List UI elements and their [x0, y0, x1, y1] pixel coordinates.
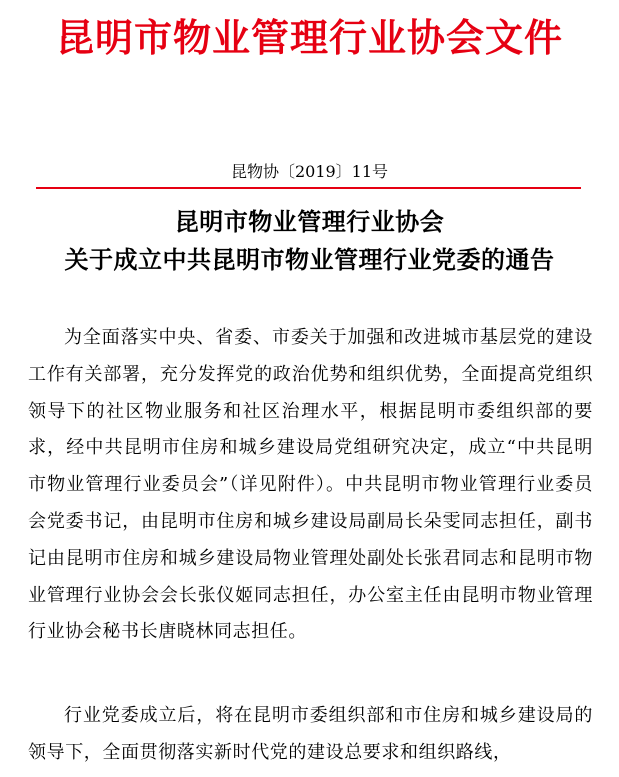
body-paragraph-1: 为全面落实中央、省委、市委关于加强和改进城市基层党的建设工作有关部署，充分发挥党的政治优势和组织优势，全面提高党组织领导下的社区物业服务和社区治理水平，根据昆明市委组织部的要求，经中共昆明市住房和城乡建设局党组研究决定，成立“中共昆明市物业管理行业委员会”（详见附件）。中共昆明市物业管理行业委员会党委书记，由昆明市住房和城乡建设局副局长朵雯同志担任，副书记由昆明市住房和城乡建设局物业管理处副处长张君同志和昆明市物业管理行业协会会长张仪姬同志担任，办公室主任由昆明市物业管理行业协会秘书长唐晓林同志担任。: [28, 327, 593, 643]
document-number: 昆物协〔2019〕11号: [230, 162, 389, 181]
document-header-title: 昆明市物业管理行业协会文件: [55, 15, 563, 60]
notice-title-line-1: 昆明市物业管理行业协会: [174, 207, 445, 236]
red-divider-line: [36, 187, 581, 189]
body-paragraph-2: 行业党委成立后，将在昆明市委组织部和市住房和城乡建设局的领导下，全面贯彻落实新时代党的建设总要求和组织路线，: [28, 705, 593, 763]
notice-title-line-2: 关于成立中共昆明市物业管理行业党委的通告: [64, 245, 555, 274]
